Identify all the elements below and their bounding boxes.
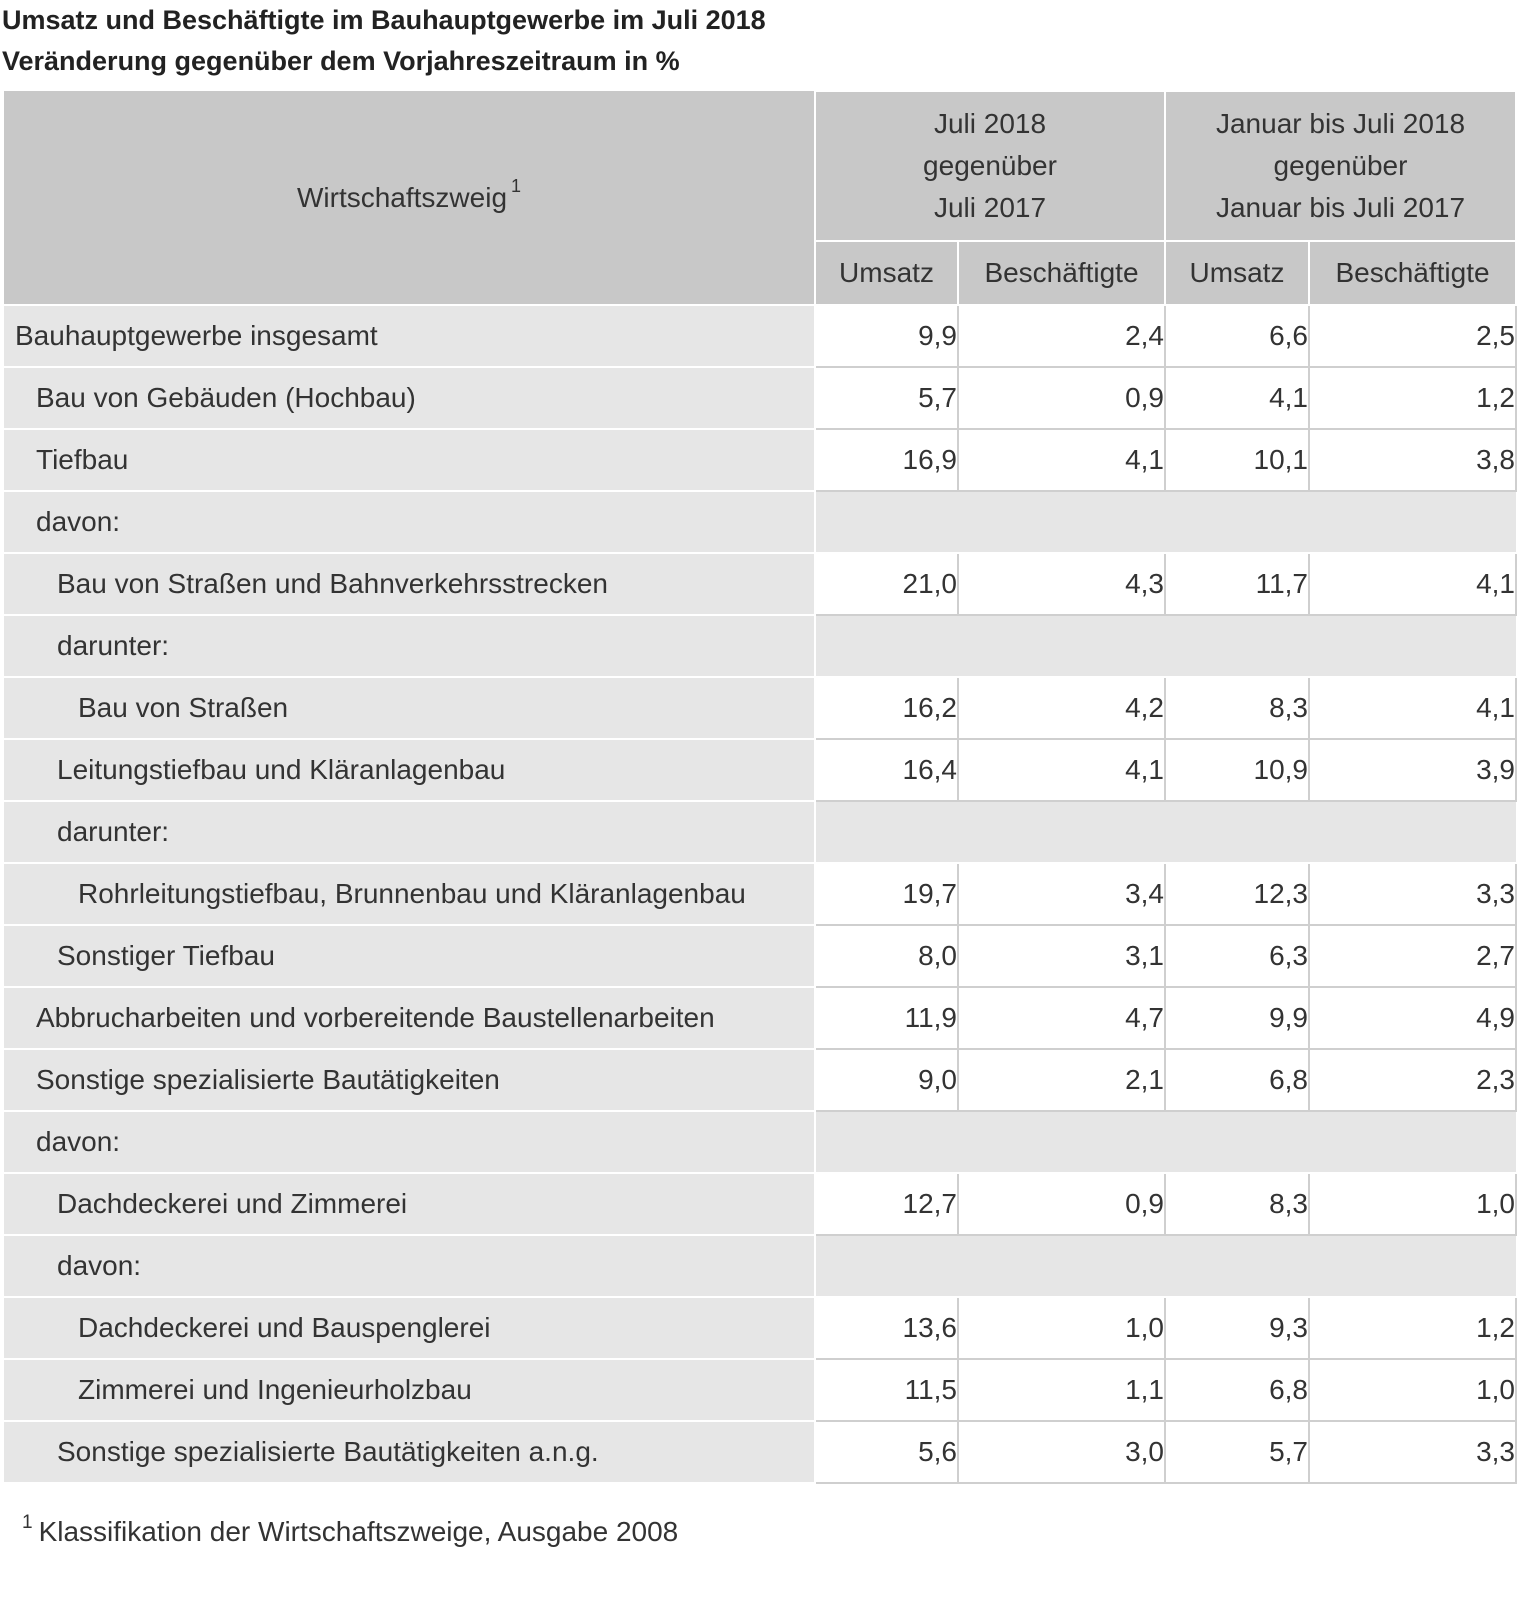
cell-umsatz-juli: 8,0 (815, 925, 958, 987)
table-row (4, 1235, 1516, 1297)
row-label: davon: (57, 1250, 142, 1281)
table-row (4, 1421, 1516, 1483)
table-row (4, 1111, 1516, 1173)
cell-beschaeftigte-juli: 3,4 (958, 863, 1165, 925)
cell-beschaeftigte-januar: 2,3 (1309, 1049, 1516, 1111)
row-label: darunter: (57, 630, 170, 661)
empty-value-cell (815, 615, 1516, 677)
footnote-text: Klassifikation der Wirtschaftszweige, Ausgabe 2008 (38, 1516, 679, 1547)
row-label-cell (4, 553, 815, 615)
cell-beschaeftigte-juli: 4,2 (958, 677, 1165, 739)
cell-umsatz-januar: 9,3 (1165, 1297, 1309, 1359)
cell-umsatz-juli: 12,7 (815, 1173, 958, 1235)
empty-value-cell (815, 1111, 1516, 1173)
table-row (4, 801, 1516, 863)
cell-umsatz-januar: 10,1 (1165, 429, 1309, 491)
row-label-cell (4, 677, 815, 739)
cell-umsatz-juli: 16,9 (815, 429, 958, 491)
cell-umsatz-januar: 4,1 (1165, 367, 1309, 429)
cell-umsatz-januar: 6,6 (1165, 305, 1309, 367)
row-label: Sonstiger Tiefbau (57, 940, 275, 971)
cell-umsatz-januar: 8,3 (1165, 1173, 1309, 1235)
row-label-cell (4, 615, 815, 677)
header-group-juli (815, 91, 1165, 241)
header-group-juli-line-2: gegenüber (923, 150, 1057, 181)
cell-beschaeftigte-juli: 1,1 (958, 1359, 1165, 1421)
cell-beschaeftigte-januar: 4,1 (1309, 553, 1516, 615)
row-label: Rohrleitungstiefbau, Brunnenbau und Kläranlagenbau (78, 878, 746, 909)
cell-beschaeftigte-januar: 4,1 (1309, 677, 1516, 739)
cell-umsatz-januar: 9,9 (1165, 987, 1309, 1049)
table-row (4, 1173, 1516, 1235)
title-line-1: Umsatz und Beschäftigte im Bauhauptgewerbe im Juli 2018 (2, 5, 766, 35)
row-label: Dachdeckerei und Zimmerei (57, 1188, 408, 1219)
row-label: davon: (36, 1126, 121, 1157)
header-umsatz-januar: Umsatz (1165, 241, 1309, 305)
statistics-table (4, 90, 1517, 1484)
row-label-cell (4, 801, 815, 863)
row-label: davon: (36, 506, 121, 537)
cell-umsatz-juli: 16,4 (815, 739, 958, 801)
row-label-cell (4, 491, 815, 553)
row-label: Sonstige spezialisierte Bautätigkeiten (36, 1064, 500, 1095)
table-row (4, 677, 1516, 739)
cell-beschaeftigte-juli: 4,1 (958, 739, 1165, 801)
header-group-januar-line-1: Januar bis Juli 2018 (1215, 108, 1466, 139)
row-label: Leitungstiefbau und Kläranlagenbau (57, 754, 506, 785)
cell-beschaeftigte-juli: 1,0 (958, 1297, 1165, 1359)
table-row (4, 863, 1516, 925)
cell-beschaeftigte-januar: 1,2 (1309, 367, 1516, 429)
row-label-cell (4, 429, 815, 491)
table-row (4, 553, 1516, 615)
table-row (4, 1049, 1516, 1111)
row-label: Sonstige spezialisierte Bautätigkeiten a.n.g. (57, 1436, 599, 1467)
cell-umsatz-januar: 11,7 (1165, 553, 1309, 615)
header-wirtschaftszweig-label: Wirtschaftszweig (296, 181, 508, 213)
cell-umsatz-juli: 5,7 (815, 367, 958, 429)
cell-beschaeftigte-januar: 3,8 (1309, 429, 1516, 491)
row-label: Tiefbau (36, 444, 129, 475)
cell-beschaeftigte-juli: 3,1 (958, 925, 1165, 987)
row-label: Abbrucharbeiten und vorbereitende Baustellenarbeiten (36, 1002, 715, 1033)
cell-umsatz-juli: 13,6 (815, 1297, 958, 1359)
table-row (4, 739, 1516, 801)
header-footnote-marker: 1 (511, 175, 522, 196)
table-title (2, 0, 766, 82)
cell-umsatz-januar: 6,8 (1165, 1049, 1309, 1111)
cell-umsatz-juli: 5,6 (815, 1421, 958, 1483)
header-wirtschaftszweig (4, 91, 815, 305)
cell-umsatz-januar: 10,9 (1165, 739, 1309, 801)
cell-beschaeftigte-januar: 1,2 (1309, 1297, 1516, 1359)
row-label-cell (4, 987, 815, 1049)
table-row (4, 615, 1516, 677)
row-label: Bauhauptgewerbe insgesamt (15, 320, 378, 351)
cell-umsatz-juli: 11,9 (815, 987, 958, 1049)
cell-beschaeftigte-januar: 1,0 (1309, 1359, 1516, 1421)
header-beschaeftigte-januar: Beschäftigte (1309, 241, 1516, 305)
header-group-juli-line-3: Juli 2017 (933, 192, 1047, 223)
cell-umsatz-juli: 9,0 (815, 1049, 958, 1111)
cell-beschaeftigte-juli: 2,1 (958, 1049, 1165, 1111)
table-body (4, 305, 1516, 1483)
empty-value-cell (815, 1235, 1516, 1297)
row-label: Dachdeckerei und Bauspenglerei (78, 1312, 491, 1343)
row-label: Bau von Straßen (78, 692, 289, 723)
row-label-cell (4, 1297, 815, 1359)
cell-umsatz-januar: 12,3 (1165, 863, 1309, 925)
cell-beschaeftigte-juli: 4,3 (958, 553, 1165, 615)
footnote (22, 1512, 679, 1548)
table-row (4, 429, 1516, 491)
row-label: Zimmerei und Ingenieurholzbau (78, 1374, 472, 1405)
row-label-cell (4, 305, 815, 367)
cell-umsatz-januar: 5,7 (1165, 1421, 1309, 1483)
row-label: Bau von Straßen und Bahnverkehrsstrecken (57, 568, 608, 599)
row-label-cell (4, 1111, 815, 1173)
cell-umsatz-juli: 16,2 (815, 677, 958, 739)
header-group-januar-line-3: Januar bis Juli 2017 (1215, 192, 1466, 223)
title-line-2: Veränderung gegenüber dem Vorjahreszeitraum in % (2, 46, 680, 76)
header-group-juli-line-1: Juli 2018 (933, 108, 1047, 139)
row-label-cell (4, 1049, 815, 1111)
row-label-cell (4, 739, 815, 801)
row-label-cell (4, 863, 815, 925)
row-label: Bau von Gebäuden (Hochbau) (36, 382, 416, 413)
table-row (4, 1359, 1516, 1421)
header-group-januar-line-2: gegenüber (1273, 150, 1408, 181)
footnote-marker: 1 (22, 1512, 33, 1533)
empty-value-cell (815, 491, 1516, 553)
row-label-cell (4, 1173, 815, 1235)
cell-beschaeftigte-januar: 2,5 (1309, 305, 1516, 367)
cell-beschaeftigte-juli: 0,9 (958, 1173, 1165, 1235)
header-umsatz-juli: Umsatz (815, 241, 958, 305)
cell-beschaeftigte-juli: 2,4 (958, 305, 1165, 367)
cell-beschaeftigte-januar: 3,3 (1309, 1421, 1516, 1483)
cell-beschaeftigte-juli: 0,9 (958, 367, 1165, 429)
cell-umsatz-januar: 6,8 (1165, 1359, 1309, 1421)
table-row (4, 305, 1516, 367)
cell-umsatz-januar: 8,3 (1165, 677, 1309, 739)
cell-beschaeftigte-januar: 4,9 (1309, 987, 1516, 1049)
empty-value-cell (815, 801, 1516, 863)
cell-beschaeftigte-januar: 2,7 (1309, 925, 1516, 987)
table-row (4, 925, 1516, 987)
header-group-januar-bis-juli (1165, 91, 1516, 241)
table-row (4, 1297, 1516, 1359)
cell-beschaeftigte-juli: 4,1 (958, 429, 1165, 491)
cell-umsatz-juli: 11,5 (815, 1359, 958, 1421)
cell-umsatz-januar: 6,3 (1165, 925, 1309, 987)
cell-beschaeftigte-juli: 4,7 (958, 987, 1165, 1049)
cell-umsatz-juli: 9,9 (815, 305, 958, 367)
cell-umsatz-juli: 19,7 (815, 863, 958, 925)
cell-beschaeftigte-januar: 1,0 (1309, 1173, 1516, 1235)
row-label-cell (4, 367, 815, 429)
table-row (4, 367, 1516, 429)
cell-beschaeftigte-januar: 3,9 (1309, 739, 1516, 801)
table-row (4, 491, 1516, 553)
cell-umsatz-juli: 21,0 (815, 553, 958, 615)
row-label-cell (4, 1235, 815, 1297)
table-row (4, 987, 1516, 1049)
row-label: darunter: (57, 816, 170, 847)
cell-beschaeftigte-januar: 3,3 (1309, 863, 1516, 925)
row-label-cell (4, 1359, 815, 1421)
header-beschaeftigte-juli: Beschäftigte (958, 241, 1165, 305)
cell-beschaeftigte-juli: 3,0 (958, 1421, 1165, 1483)
row-label-cell (4, 925, 815, 987)
row-label-cell (4, 1421, 815, 1483)
